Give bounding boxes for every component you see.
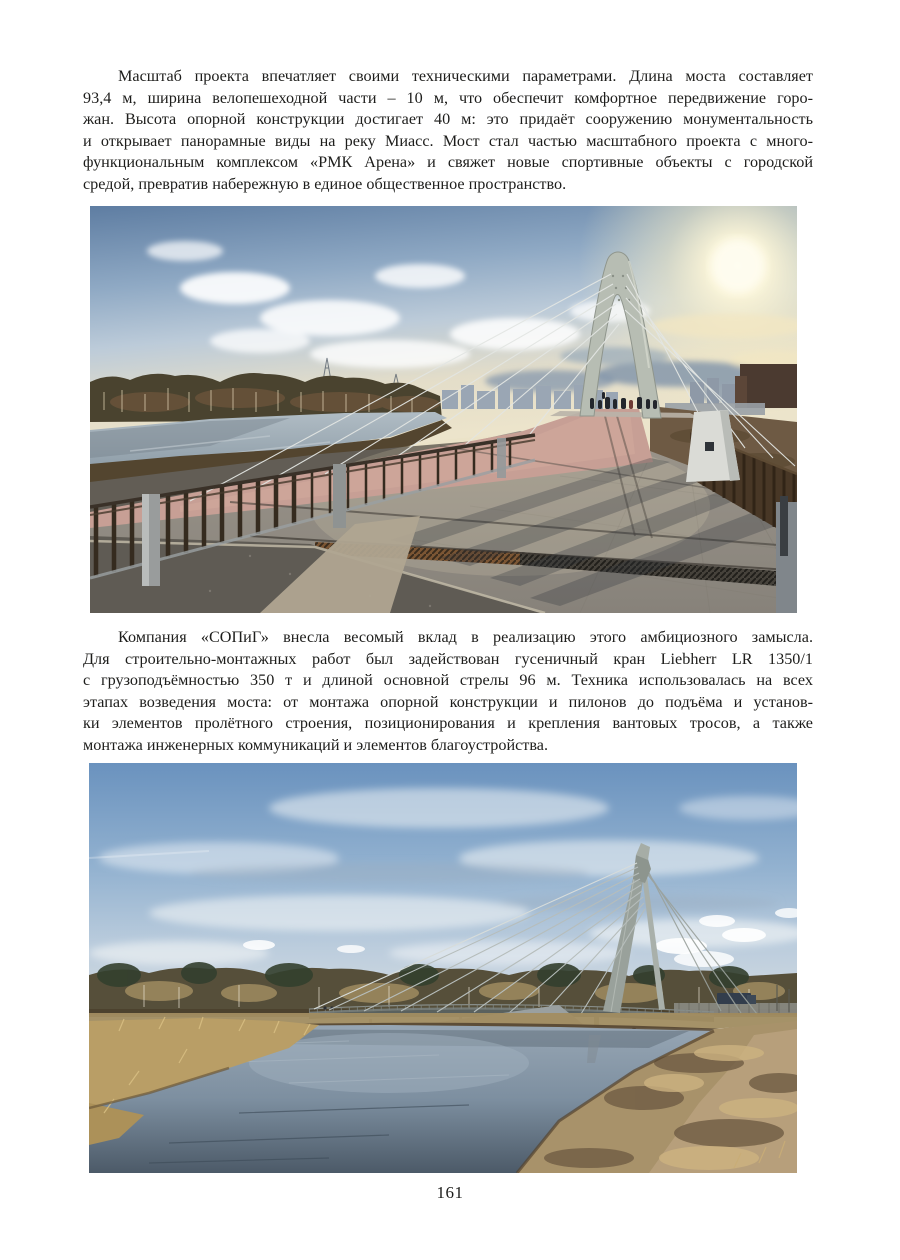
text-line: 93,4 м, ширина велопешеходной части – 10 м, что обеспечит комфортное передвижение горо- [83,88,813,107]
photo-bridge-approach [90,206,797,613]
photo-bridge-river-view [89,763,797,1173]
text-line: средой, превратив набережную в единое общественное пространство. [83,174,567,193]
paragraph-2 [83,627,813,757]
text-line: ки элементов пролётного строения, позиционирования и крепления вантовых тросов, а также [83,714,813,733]
sun [711,239,765,293]
text-line: функциональным комплексом «РМК Арена» и свяжет новые спортивные объекты с городской [83,153,813,172]
text-line: и открывает панорамные виды на реку Миасс. Мост стал частью масштабного проекта с много- [83,131,813,150]
concrete-post [333,464,346,528]
page-number: 161 [436,1183,464,1202]
dark-building [740,364,797,408]
bridge-approach-illustration [90,206,797,613]
bridge-river-illustration [89,763,797,1173]
qr-sign [705,442,714,451]
text-line: этапах возведения моста: от монтажа опорной конструкции и пилонов до подъёма и установ- [83,692,813,711]
text-line: Масштаб проекта впечатляет своими техническими параметрами. Длина моста составляет [118,67,813,85]
text-line: Компания «СОПиГ» внесла весомый вклад в реализацию этого амбициозного замысла. [118,628,813,646]
text-line: жан. Высота опорной конструкции достигает 40 м: это придаёт сооружению монументальность [83,110,813,129]
text-line: монтажа инженерных коммуникаций и элементов благоустройства. [83,735,549,754]
text-line: с грузоподъёмностью 350 т и длиной основной стрелы 96 м. Техника использовалась на всех [83,671,813,690]
paragraph-1 [83,66,813,196]
text-line: Для строительно-монтажных работ был задействован гусеничный кран Liebherr LR 1350/1 [83,649,813,668]
